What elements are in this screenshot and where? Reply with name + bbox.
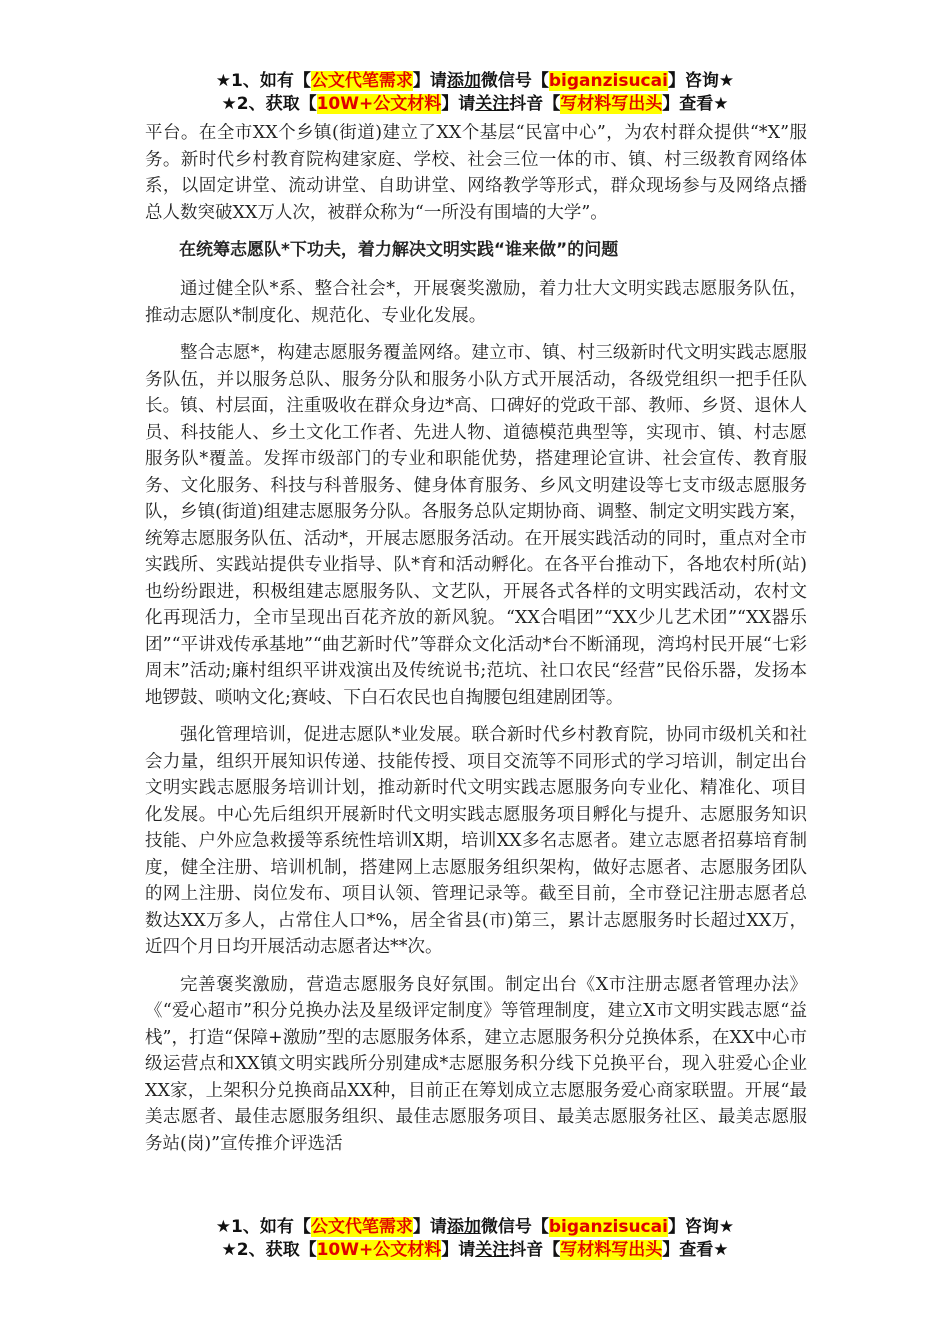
promo-line-1 [0, 1216, 950, 1239]
promo-text: 】请 [412, 71, 447, 91]
promo-highlight: 公文代笔需求 [310, 71, 413, 91]
section-heading: 在统筹志愿队*下功夫，着力解决文明实践“谁来做”的问题 [179, 240, 619, 260]
promo-highlight: biganzisucai [548, 71, 668, 91]
promo-text: ★1、如有【 [215, 1217, 311, 1237]
paragraph-integrate-volunteers: 整合志愿*，构建志愿服务覆盖网络。建立市、镇、村三级新时代文明实践志愿服务队伍，并以服务总队、服务分队和服务小队方式开展活动，各级党组织一把手任队长。镇、村层面，注重吸收在群众身边*高、口碑好的党政干部、教师、乡贤、退休人员、科技能人、乡土文化工作者、先进人物、道德模范典型等，实现市、镇、村志愿服务队*覆盖。发挥市级部门的专业和职能优势，搭建理论宣讲、社会宣传、教育服务、文化服务、科技与科普服务、健身体育服务、乡风文明建设等七支市级志愿服务队，乡镇(街道)组建志愿服务分队。各服务总队定期协商、调整、制定文明实践方案，统筹志愿服务队伍、活动*，开展志愿服务活动。在开展实践活动的同时，重点对全市实践所、实践站提供专业指导、队*育和活动孵化。在各平台推动下，各地农村所(站)也纷纷跟进，积极组建志愿服务队、文艺队，开展各式各样的文明实践活动，农村文化再现活力，全市呈现出百花齐放的新风貌。“XX合唱团”“XX少儿艺术团”“XX器乐团”“平讲戏传承基地”“曲艺新时代”等群众文化活动*台不断涌现，湾坞村民开展“七彩周末”活动;廉村组织平讲戏演出及传统说书;范坑、社口农民“经营”民俗乐器，发扬本地锣鼓、唢呐文化;赛岐、下白石农民也自掏腰包组建剧团等。 [145, 343, 807, 708]
promo-text: 】咨询★ [667, 71, 735, 91]
promo-highlight: biganzisucai [548, 1217, 668, 1237]
promo-text: 抖音【 [509, 1240, 561, 1260]
promo-text: ★2、获取【 [221, 1240, 317, 1260]
promo-emphasis: 添加 [446, 1217, 481, 1237]
promo-text: 微信号【 [480, 1217, 549, 1237]
paragraph-incentives: 完善褒奖激励，营造志愿服务良好氛围。制定出台《X市注册志愿者管理办法》《“爱心超市”积分兑换办法及星级评定制度》等管理制度，建立X市文明实践志愿“益栈”，打造“保障+激励”型的志愿服务体系，建立志愿服务积分兑换体系，在XX中心市级运营点和XX镇文明实践所分别建成*志愿服务积分线下兑换平台，现入驻爱心企业XX家，上架积分兑换商品XX种，目前正在筹划成立志愿服务爱心商家联盟。开展“最美志愿者、最佳志愿服务组织、最佳志愿服务项目、最美志愿服务社区、最美志愿服务站(岗)”宣传推介评选活 [145, 974, 807, 1154]
promo-text: 抖音【 [509, 94, 561, 114]
promo-highlight: 10W+公文材料 [316, 1240, 442, 1260]
promo-highlight: 写材料写出头 [560, 1240, 663, 1260]
promo-text: 】请 [441, 94, 476, 114]
promo-banner-bottom [0, 1216, 950, 1262]
paragraph-overview: 通过健全队*系、整合社会*，开展褒奖激励，着力壮大文明实践志愿服务队伍，推动志愿队*制度化、规范化、专业化发展。 [145, 279, 807, 326]
promo-text: 】请 [412, 1217, 447, 1237]
promo-text: 】查看★ [662, 1240, 729, 1260]
promo-banner-top [0, 70, 950, 116]
promo-text: 】查看★ [662, 94, 729, 114]
promo-text: ★2、获取【 [221, 94, 317, 114]
promo-text: 】咨询★ [667, 1217, 735, 1237]
promo-highlight: 10W+公文材料 [316, 94, 442, 114]
paragraph-training: 强化管理培训，促进志愿队*业发展。联合新时代乡村教育院，协同市级机关和社会力量，组织开展知识传递、技能传授、项目交流等不同形式的学习培训，制定出台文明实践志愿服务培训计划，推动新时代文明实践志愿服务向专业化、精准化、项目化发展。中心先后组织开展新时代文明实践志愿服务项目孵化与提升、志愿服务知识技能、户外应急救援等系统性培训X期，培训XX多名志愿者。建立志愿者招募培育制度，健全注册、培训机制，搭建网上志愿服务组织架构，做好志愿者、志愿服务团队的网上注册、岗位发布、项目认领、管理记录等。截至目前，全市登记注册志愿者总数达XX万多人，占常住人口*%，居全省县(市)第三，累计志愿服务时长超过XX万，近四个月日均开展活动志愿者达**次。 [145, 725, 807, 957]
document-body [145, 120, 807, 1168]
promo-highlight: 公文代笔需求 [310, 1217, 413, 1237]
promo-line-1 [0, 70, 950, 93]
promo-text: ★1、如有【 [215, 71, 311, 91]
promo-text: 】请 [441, 1240, 476, 1260]
paragraph-intro: 平台。在全市XX个乡镇(街道)建立了XX个基层“民富中心”，为农村群众提供“*X”服务。新时代乡村教育院构建家庭、学校、社会三位一体的市、镇、村三级教育网络体系，以固定讲堂、流动讲堂、自助讲堂、网络教学等形式，群众现场参与及网络点播总人数突破XX万人次，被群众称为“一所没有围墙的大学”。 [145, 123, 807, 223]
promo-line-2 [0, 93, 950, 116]
promo-highlight: 写材料写出头 [560, 94, 663, 114]
promo-emphasis: 关注 [475, 94, 510, 114]
promo-line-2 [0, 1239, 950, 1262]
promo-text: 微信号【 [480, 71, 549, 91]
promo-emphasis: 关注 [475, 1240, 510, 1260]
promo-emphasis: 添加 [446, 71, 481, 91]
